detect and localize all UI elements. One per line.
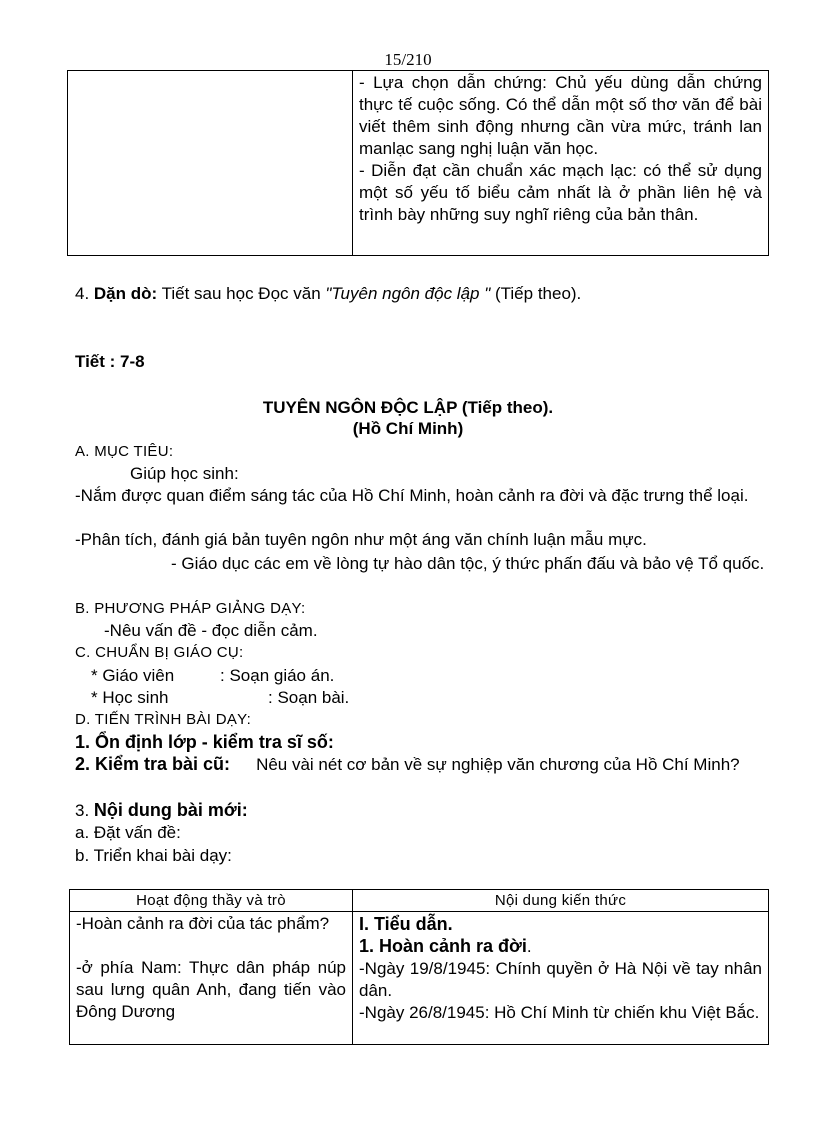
lesson-table bbox=[69, 889, 769, 1045]
continuation-right-cell bbox=[353, 71, 769, 256]
content-cell bbox=[353, 912, 769, 1045]
step-2 bbox=[75, 753, 778, 776]
materials-heading: C. CHUẨN BỊ GIÁO CỤ: bbox=[75, 644, 244, 661]
content-item-1: -Ngày 19/8/1945: Chính quyền ở Hà Nội về tay nhân dân. bbox=[359, 959, 762, 1000]
evidence-paragraph: - Lựa chọn dẫn chứng: Chủ yếu dùng dẫn chứng thực tế cuộc sống. Có thể dẫn một số thơ văn để bài viết thêm sinh động nhưng cần vừa mức, tránh lan manlạc sang nghị luận văn học. bbox=[359, 73, 762, 158]
materials-teacher-label: * Giáo viên bbox=[91, 666, 175, 685]
methods-heading: B. PHƯƠNG PHÁP GIẢNG DẠY: bbox=[75, 600, 306, 617]
content-heading-intro: I. Tiểu dẫn. bbox=[359, 914, 453, 934]
objectives-heading: A. MỤC TIÊU: bbox=[75, 443, 174, 460]
methods-item: -Nêu vấn đề - đọc diễn cảm. bbox=[104, 621, 318, 640]
activities-cell bbox=[70, 912, 353, 1045]
objective-item-1: -Nắm được quan điểm sáng tác của Hồ Chí Minh, hoàn cảnh ra đời và đặc trưng thể loại. bbox=[75, 486, 749, 505]
continuation-table bbox=[67, 70, 769, 256]
header-content: Nội dung kiến thức bbox=[353, 890, 769, 912]
lesson-period: Tiết : 7-8 bbox=[75, 352, 145, 371]
header-activities: Hoạt động thầy và trò bbox=[70, 890, 353, 912]
content-item-2: -Ngày 26/8/1945: Hồ Chí Minh từ chiến khu Việt Bắc. bbox=[359, 1003, 760, 1022]
step-3-label: Nội dung bài mới: bbox=[93, 800, 248, 820]
objective-item-2: -Phân tích, đánh giá bản tuyên ngôn như một áng văn chính luận mẫu mực. bbox=[75, 530, 647, 549]
step-3: 3. Nội dung bài mới: bbox=[75, 800, 248, 820]
lesson-author: (Hồ Chí Minh) bbox=[352, 419, 464, 438]
objectives-intro: Giúp học sinh: bbox=[130, 464, 239, 483]
materials-teacher-value: : Soạn giáo án. bbox=[220, 666, 335, 685]
activity-question: -Hoàn cảnh ra đời của tác phẩm? bbox=[76, 914, 330, 933]
content-heading-context: 1. Hoàn cảnh ra đời. bbox=[359, 936, 532, 956]
continuation-left-cell bbox=[68, 71, 353, 256]
homework-title: "Tuyên ngôn độc lập " bbox=[325, 284, 491, 303]
activity-spacer bbox=[76, 935, 346, 957]
activity-south-note: -ở phía Nam: Thực dân pháp núp sau lưng quân Anh, đang tiến vào Đông Dương bbox=[76, 958, 346, 1021]
objective-item-3: - Giáo dục các em về lòng tự hào dân tộc, ý thức phấn đấu và bảo vệ Tổ quốc. bbox=[171, 554, 765, 573]
step-3b: b. Triển khai bài dạy: bbox=[75, 846, 232, 865]
step-2-label: 2. Kiểm tra bài cũ: bbox=[75, 754, 231, 774]
step-1: 1. Ổn định lớp - kiểm tra sĩ số: bbox=[75, 732, 334, 752]
lesson-title: TUYÊN NGÔN ĐỘC LẬP (Tiếp theo). bbox=[262, 398, 554, 417]
procedure-heading: D. TIẾN TRÌNH BÀI DẠY: bbox=[75, 711, 252, 728]
step-3a: a. Đặt vấn đề: bbox=[75, 823, 181, 842]
step-2-text: Nêu vài nét cơ bản về sự nghiệp văn chương của Hồ Chí Minh? bbox=[256, 755, 740, 774]
materials-student-label: * Học sinh bbox=[91, 688, 169, 707]
page-number: 15/210 bbox=[384, 50, 432, 69]
homework-label: Dặn dò: bbox=[93, 284, 158, 303]
homework-line: 4. Dặn dò: Tiết sau học Đọc văn "Tuyên ngôn độc lập " (Tiếp theo). bbox=[75, 284, 582, 303]
expression-paragraph: - Diễn đạt cần chuẩn xác mạch lạc: có thể sử dụng một số yếu tố biểu cảm nhất là ở phần liên hệ và trình bày những suy nghĩ riêng của bản thân. bbox=[359, 161, 762, 224]
materials-student-value: : Soạn bài. bbox=[268, 688, 350, 707]
